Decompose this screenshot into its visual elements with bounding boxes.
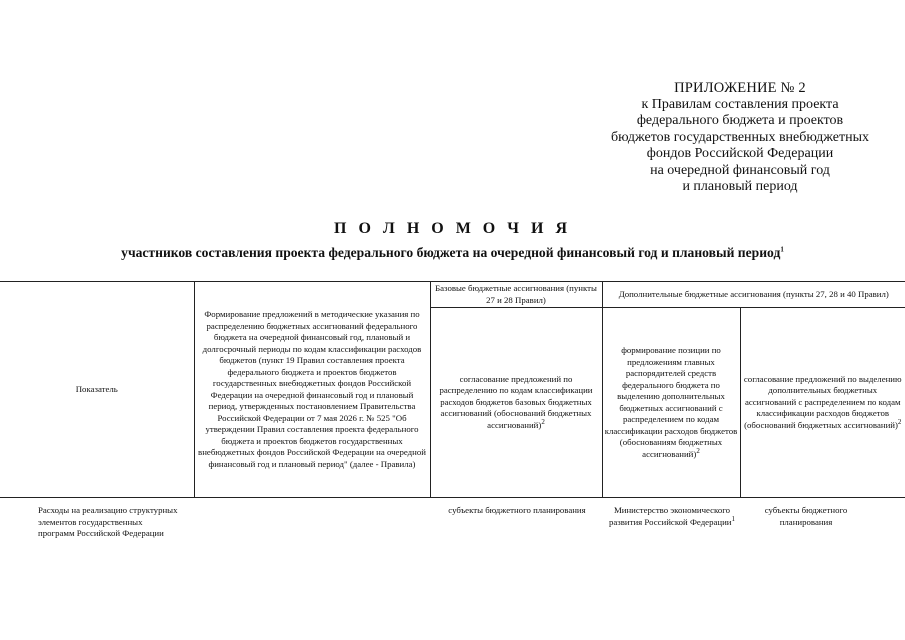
document-subtitle: [0, 245, 905, 261]
indicator-header: Показатель: [0, 282, 194, 498]
appendix-line: федерального бюджета и проектов: [636, 113, 844, 128]
row-basic: субъекты бюджетного планирования: [448, 505, 586, 515]
row-indicator: Расходы на реализацию структурных элементов государственных программ Российской Федерации: [38, 505, 178, 538]
appendix-line: фондов Российской Федерации: [646, 146, 834, 161]
appendix-title: ПРИЛОЖЕНИЕ № 2: [674, 80, 806, 96]
row-additional-position: [608, 505, 736, 528]
footnote-mark: 2: [696, 446, 700, 455]
additional-subheader-approval-text: согласование предложений по выделению дополнительных бюджетных ассигнований с распределением по кодам классификации расходов бюджетов (обоснований бюджетных ассигнований): [743, 373, 902, 430]
additional-subheader-approval: [740, 308, 905, 498]
footnote-mark: 2: [897, 417, 902, 426]
row-additional-position-text: Министерство экономического развития Российской Федерации: [608, 505, 732, 527]
subtitle-text: участников составления проекта федерального бюджета на очередной финансовый год и плановый период: [121, 245, 781, 260]
appendix-line: к Правилам составления проекта: [641, 96, 839, 112]
appendix-line: и плановый период: [682, 179, 798, 194]
appendix-line: на очередной финансовый год: [650, 162, 830, 178]
basic-header: Базовые бюджетные ассигнования (пункты 27 и 28 Правил): [430, 282, 602, 308]
additional-header: Дополнительные бюджетные ассигнования (пункты 27, 28 и 40 Правил): [602, 282, 905, 308]
footnote-mark: 1: [780, 245, 784, 254]
document-title: П О Л Н О М О Ч И Я: [334, 220, 571, 237]
row-additional-approval: субъекты бюджетного планирования: [764, 505, 848, 527]
footnote-mark: 2: [541, 417, 545, 426]
additional-subheader-position: [602, 308, 740, 498]
additional-subheader-position-text: формирование позиции по предложениям главных распорядителей средств федерального бюджета по выделению дополнительных бюджетных ассигнований с распределением по кодам классификации расходов бюджетов (обоснованиям бюджетных ассигнований): [604, 345, 738, 459]
footnote-mark: 1: [731, 514, 736, 523]
basic-subheader: [430, 308, 602, 498]
basic-subheader-text: согласование предложений по распределению по кодам классификации расходов бюджетов базовых бюджетных ассигнований (обоснований бюджетных ассигнований): [439, 373, 593, 430]
appendix-block: [560, 80, 905, 196]
powers-table: [0, 281, 905, 498]
appendix-line: бюджетов государственных внебюджетных: [611, 129, 869, 145]
formation-header: Формирование предложений в методические указания по распределению бюджетных ассигнований федерального бюджета на очередной финансовый год, плановый и долгосрочный периоды по кодам классификации расходов бюджетов (пункт 19 Правил составления проекта федерального бюджета и проектов бюджетов государственных внебюджетных фондов Российской Федерации на очередной финансовый год и плановый период, утвержденных постановлением Правительства Российской Федерации от 7 мая 2026 г. № 525 "Об утверждении Правил составления проекта федерального бюджета и проектов бюджетов государственных внебюджетных фондов Российской Федерации на очередной финансовый год и плановый период" (далее - Правила): [194, 282, 430, 498]
